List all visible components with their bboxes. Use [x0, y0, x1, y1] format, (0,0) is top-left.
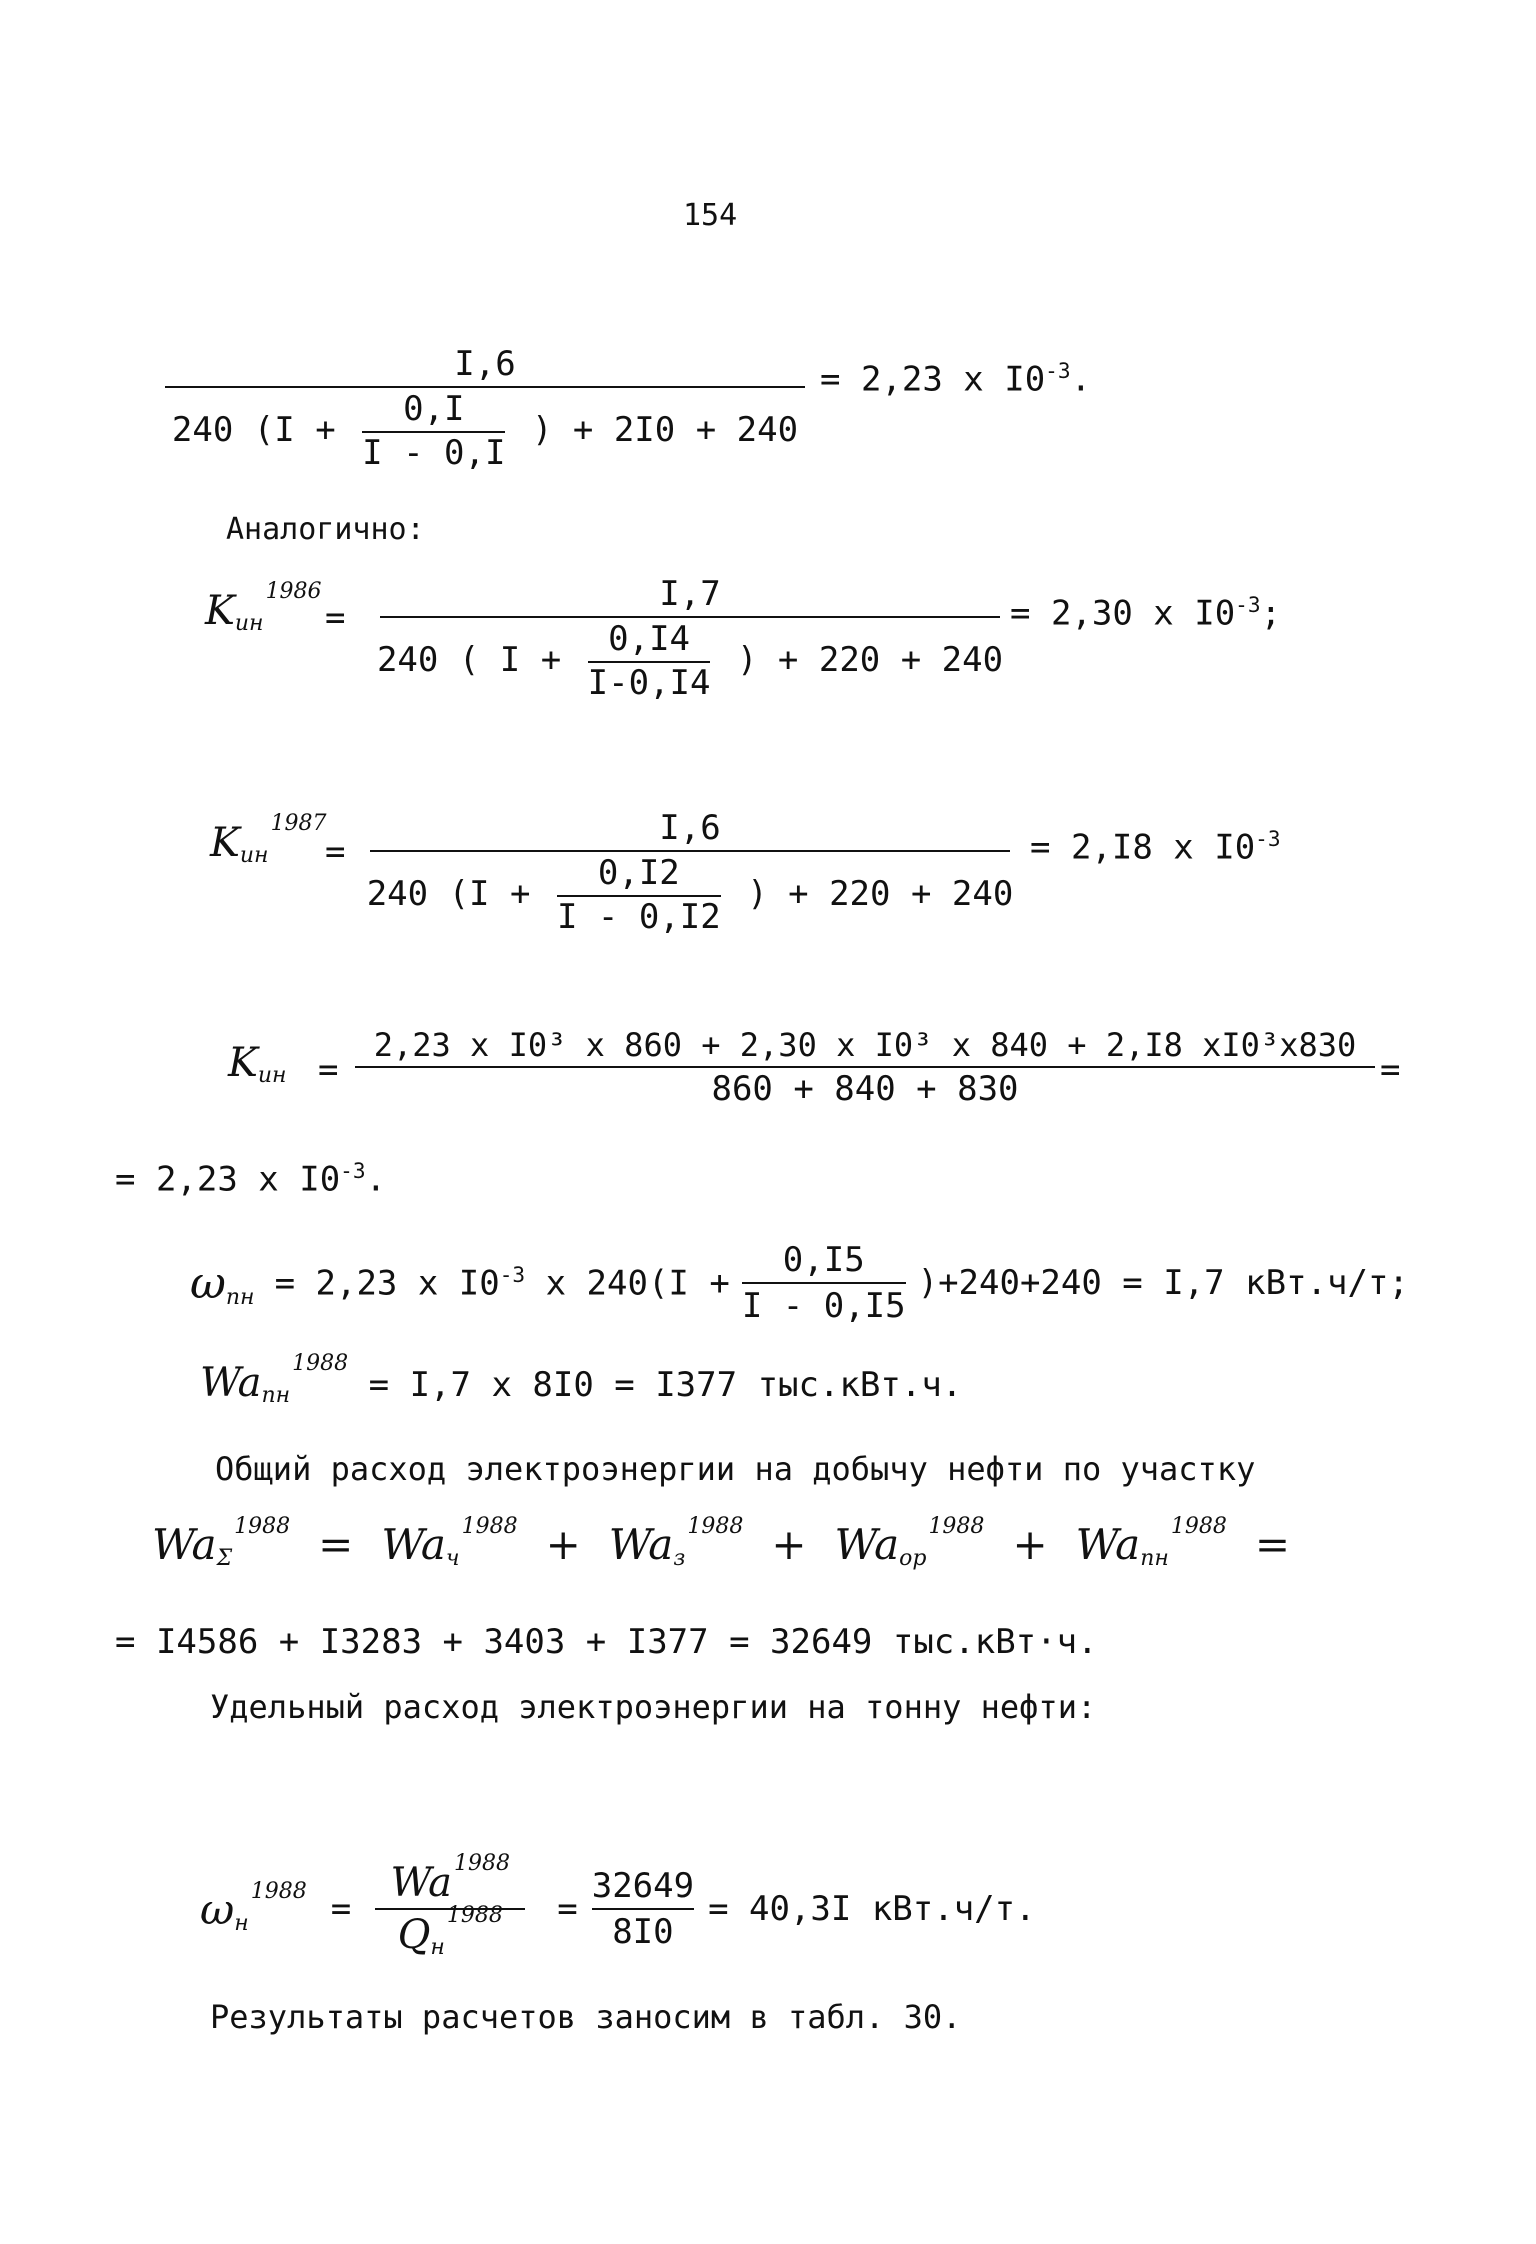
eq1-denominator: 240 (I + $\frac{0,I}{I - 0,I}$ ) + 2I0 + 240: [171, 389, 799, 473]
eq1-result: = 2,23 x $I0^{-3}$.: [820, 358, 1092, 400]
eq4-fraction: 2,23 x I0³ x 860 + 2,30 x I0³ x 840 + 2,I8 xI0³x830 860 + 840 + 830: [355, 1028, 1375, 1109]
eq2-eq: =: [325, 598, 346, 638]
eq7-result: = I4586 + I3283 + 3403 + I377 = 32649 тыс.кВт·ч.: [115, 1622, 1098, 1662]
eq3-lhs: Kин$^{1987}$: [210, 811, 327, 868]
eq6: Waпн$^{1988}$ = I,7 x 8I0 = I377 тыс.кВт.ч.: [200, 1351, 963, 1408]
eq1-fraction: [165, 346, 805, 472]
eq1-numerator: I,6: [454, 344, 516, 384]
eq5: ωпн = 2,23 x $I0^{-3}$ x 240(I + $\frac{0,I5}{I - 0,I5}$ )+240+240 = I,7 кВт.ч/т;: [190, 1240, 1409, 1326]
analogously-label: Аналогично:: [226, 512, 425, 547]
eq3-result: = 2,I8 x $I0^{-3}$: [1030, 826, 1281, 868]
eq7: WaΣ$^{1988}$ = Waч$^{1988}$ + Waз$^{1988}$ + Waор$^{1988}$ + Waпн$^{1988}$ =: [152, 1514, 1291, 1571]
results-text: Результаты расчетов заносим в табл. 30.: [210, 1998, 962, 2036]
page-number: 154: [683, 198, 738, 233]
eq3-fraction: I,6 240 (I + $\frac{0,I2}{I - 0,I2}$ ) + 220 + 240: [366, 808, 1014, 937]
eq2-fraction: I,7 240 ( I + $\frac{0,I4}{I-0,I4}$ ) + 220 + 240: [376, 574, 1004, 703]
eq2-lhs: Kин$^{1986}$: [205, 579, 322, 636]
specific-consumption-text: Удельный расход электроэнергии на тонну нефти:: [210, 1688, 1097, 1726]
eq3-eq: =: [325, 832, 346, 872]
eq2-result: = 2,30 x $I0^{-3}$;: [1010, 592, 1282, 634]
eq8: $\omega н^{1988}$ = $\frac{Wa^{1988}}{Qн^{1988}}$ = $\frac{32649}{8I0}$ = 40,3I кВт.ч/т.: [200, 1851, 1036, 1960]
eq4-eq: =: [318, 1050, 339, 1090]
eq4-lhs: Kин: [228, 1040, 287, 1088]
total-consumption-text: Общий расход электроэнергии на добычу нефти по участку: [215, 1450, 1256, 1488]
eq4-result: = 2,23 x $I0^{-3}$.: [115, 1158, 387, 1200]
eq4-trailing: =: [1380, 1050, 1401, 1090]
